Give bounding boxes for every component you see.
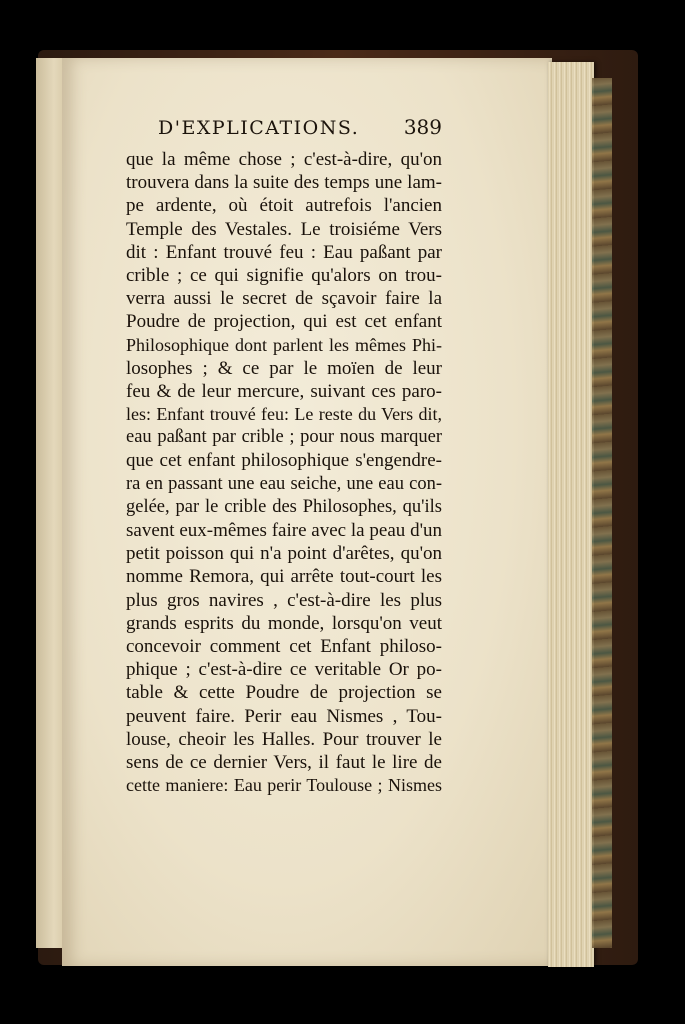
text-line: que cet enfant philosophique s'engendre- — [126, 450, 442, 472]
text-line: Poudre de projection, qui est cet enfant — [126, 311, 442, 333]
text-line: nomme Remora, qui arrête tout-court les — [126, 566, 442, 588]
text-line: Philosophique dont parlent les mêmes Phi- — [126, 334, 442, 355]
marbled-fore-edge — [592, 78, 612, 948]
text-line: que la même chose ; c'est-à-dire, qu'on — [126, 149, 442, 170]
body-text — [126, 148, 442, 797]
text-line: gelée, par le crible des Philosophes, qu'ils — [126, 496, 442, 517]
text-line: concevoir comment cet Enfant philoso- — [126, 635, 442, 657]
page-header — [158, 117, 442, 145]
text-line: ra en passant une eau seiche, une eau con- — [126, 473, 442, 494]
text-line: verra aussi le secret de sçavoir faire la — [126, 288, 442, 310]
text-line: feu & de leur mercure, suivant ces paro- — [126, 380, 442, 402]
text-line: grands esprits du monde, lorsqu'on veut — [126, 612, 442, 634]
text-line: peuvent faire. Perir eau Nismes , Tou- — [126, 705, 442, 727]
text-line: cette maniere: Eau perir Toulouse ; Nismes — [126, 775, 442, 796]
text-line: pe ardente, où étoit autrefois l'ancien — [126, 195, 442, 217]
text-line: table & cette Poudre de projection se — [126, 682, 442, 704]
text-line: dit : Enfant trouvé feu : Eau paßant par — [126, 241, 442, 263]
running-head: D'EXPLICATIONS. — [158, 117, 360, 139]
text-line: savent eux-mêmes faire avec la peau d'un — [126, 520, 442, 541]
text-line: louse, cheoir les Halles. Pour trouver le — [126, 728, 442, 750]
text-line: les: Enfant trouvé feu: Le reste du Vers dit, — [126, 404, 442, 425]
text-line: crible ; ce qui signifie qu'alors on trou- — [126, 264, 442, 286]
text-line: eau paßant par crible ; pour nous marquer — [126, 427, 442, 448]
text-line: sens de ce dernier Vers, il faut le lire de — [126, 751, 442, 773]
page-block-edges — [548, 62, 594, 967]
text-line: petit poisson qui n'a point d'arêtes, qu'on — [126, 543, 442, 565]
text-line: phique ; c'est-à-dire ce veritable Or po- — [126, 659, 442, 681]
text-line: plus gros navires , c'est-à-dire les plus — [126, 589, 442, 611]
text-line: losophes ; & ce par le moïen de leur — [126, 357, 442, 379]
page-number: 389 — [403, 115, 442, 139]
text-line: Temple des Vestales. Le troisiéme Vers — [126, 218, 442, 240]
text-line: trouvera dans la suite des temps une lam- — [126, 172, 442, 194]
